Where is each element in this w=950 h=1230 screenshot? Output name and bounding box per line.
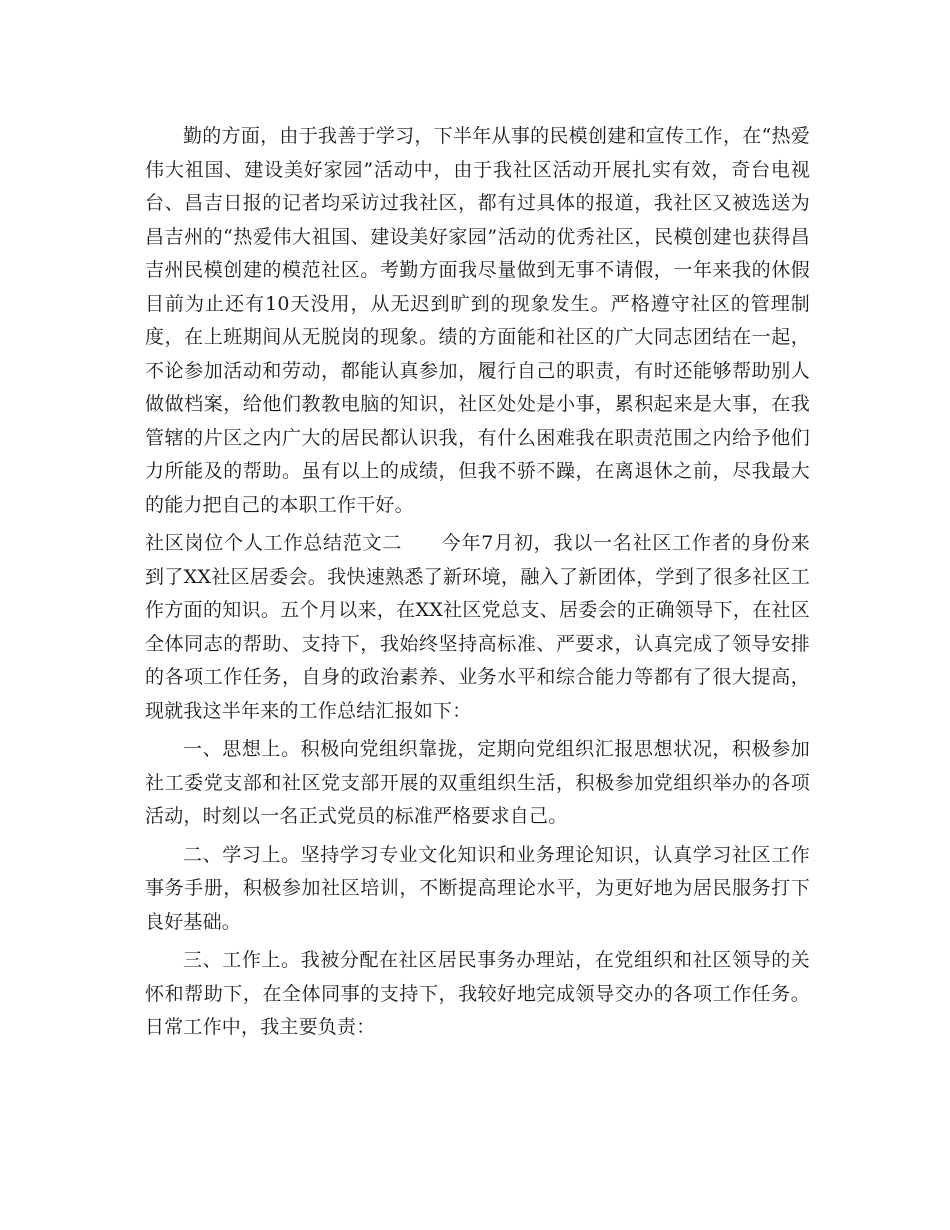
paragraph-ideology: 一、思想上。积极向党组织靠拢，定期向党组织汇报思想状况，积极参加社工委党支部和社区党支部开展的双重组织生活，积极参加党组织举办的各项活动，时刻以一名正式党员的标准严格要求自己。 bbox=[145, 738, 810, 827]
paragraph-work-attendance: 勤的方面，由于我善于学习，下半年从事的民模创建和宣传工作，在“热爱伟大祖国、建设美好家园”活动中，由于我社区活动开展扎实有效，奇台电视台、昌吉日报的记者均采访过我社区，都有过具体的报道，我社区又被选送为昌吉州的“热爱伟大祖国、建设美好家园”活动的优秀社区，民模创建也获得昌吉州民模创建的模范社区。考勤方面我尽量做到无事不请假，一年来我的休假目前为止还有10天没用，从无迟到旷到的现象发生。严格遵守社区的管理制度，在上班期间从无脱岗的现象。绩的方面能和社区的广大同志团结在一起，不论参加活动和劳动，都能认真参加，履行自己的职责，有时还能够帮助别人做做档案，给他们教教电脑的知识，社区处处是小事，累积起来是大事，在我管辖的片区之内广大的居民都认识我，有什么困难我在职责范围之内给予他们力所能及的帮助。虽有以上的成绩，但我不骄不躁，在离退休之前，尽我最大的能力把自己的本职工作干好。 bbox=[145, 125, 810, 516]
paragraph-study: 二、学习上。坚持学习专业文化知识和业务理论知识，认真学习社区工作事务手册，积极参加社区培训，不断提高理论水平，为更好地为居民服务打下良好基础。 bbox=[145, 843, 810, 933]
paragraph-sample-two-intro: 社区岗位个人工作总结范文二 今年7月初，我以一名社区工作者的身份来到了XX社区居委会。我快速熟悉了新环境，融入了新团体，学到了很多社区工作方面的知识。五个月以来，在XX社区党总支、居委会的正确领导下，在社区全体同志的帮助、支持下，我始终坚持高标准、严要求，认真完成了领导安排的各项工作任务，自身的政治素养、业务水平和综合能力等都有了很大提高，现就我这半年来的工作总结汇报如下： bbox=[145, 532, 810, 722]
document-page bbox=[145, 120, 810, 1045]
paragraph-work: 三、工作上。我被分配在社区居民事务办理站，在党组织和社区领导的关怀和帮助下，在全体同事的支持下，我较好地完成领导交办的各项工作任务。日常工作中，我主要负责： bbox=[145, 949, 810, 1038]
